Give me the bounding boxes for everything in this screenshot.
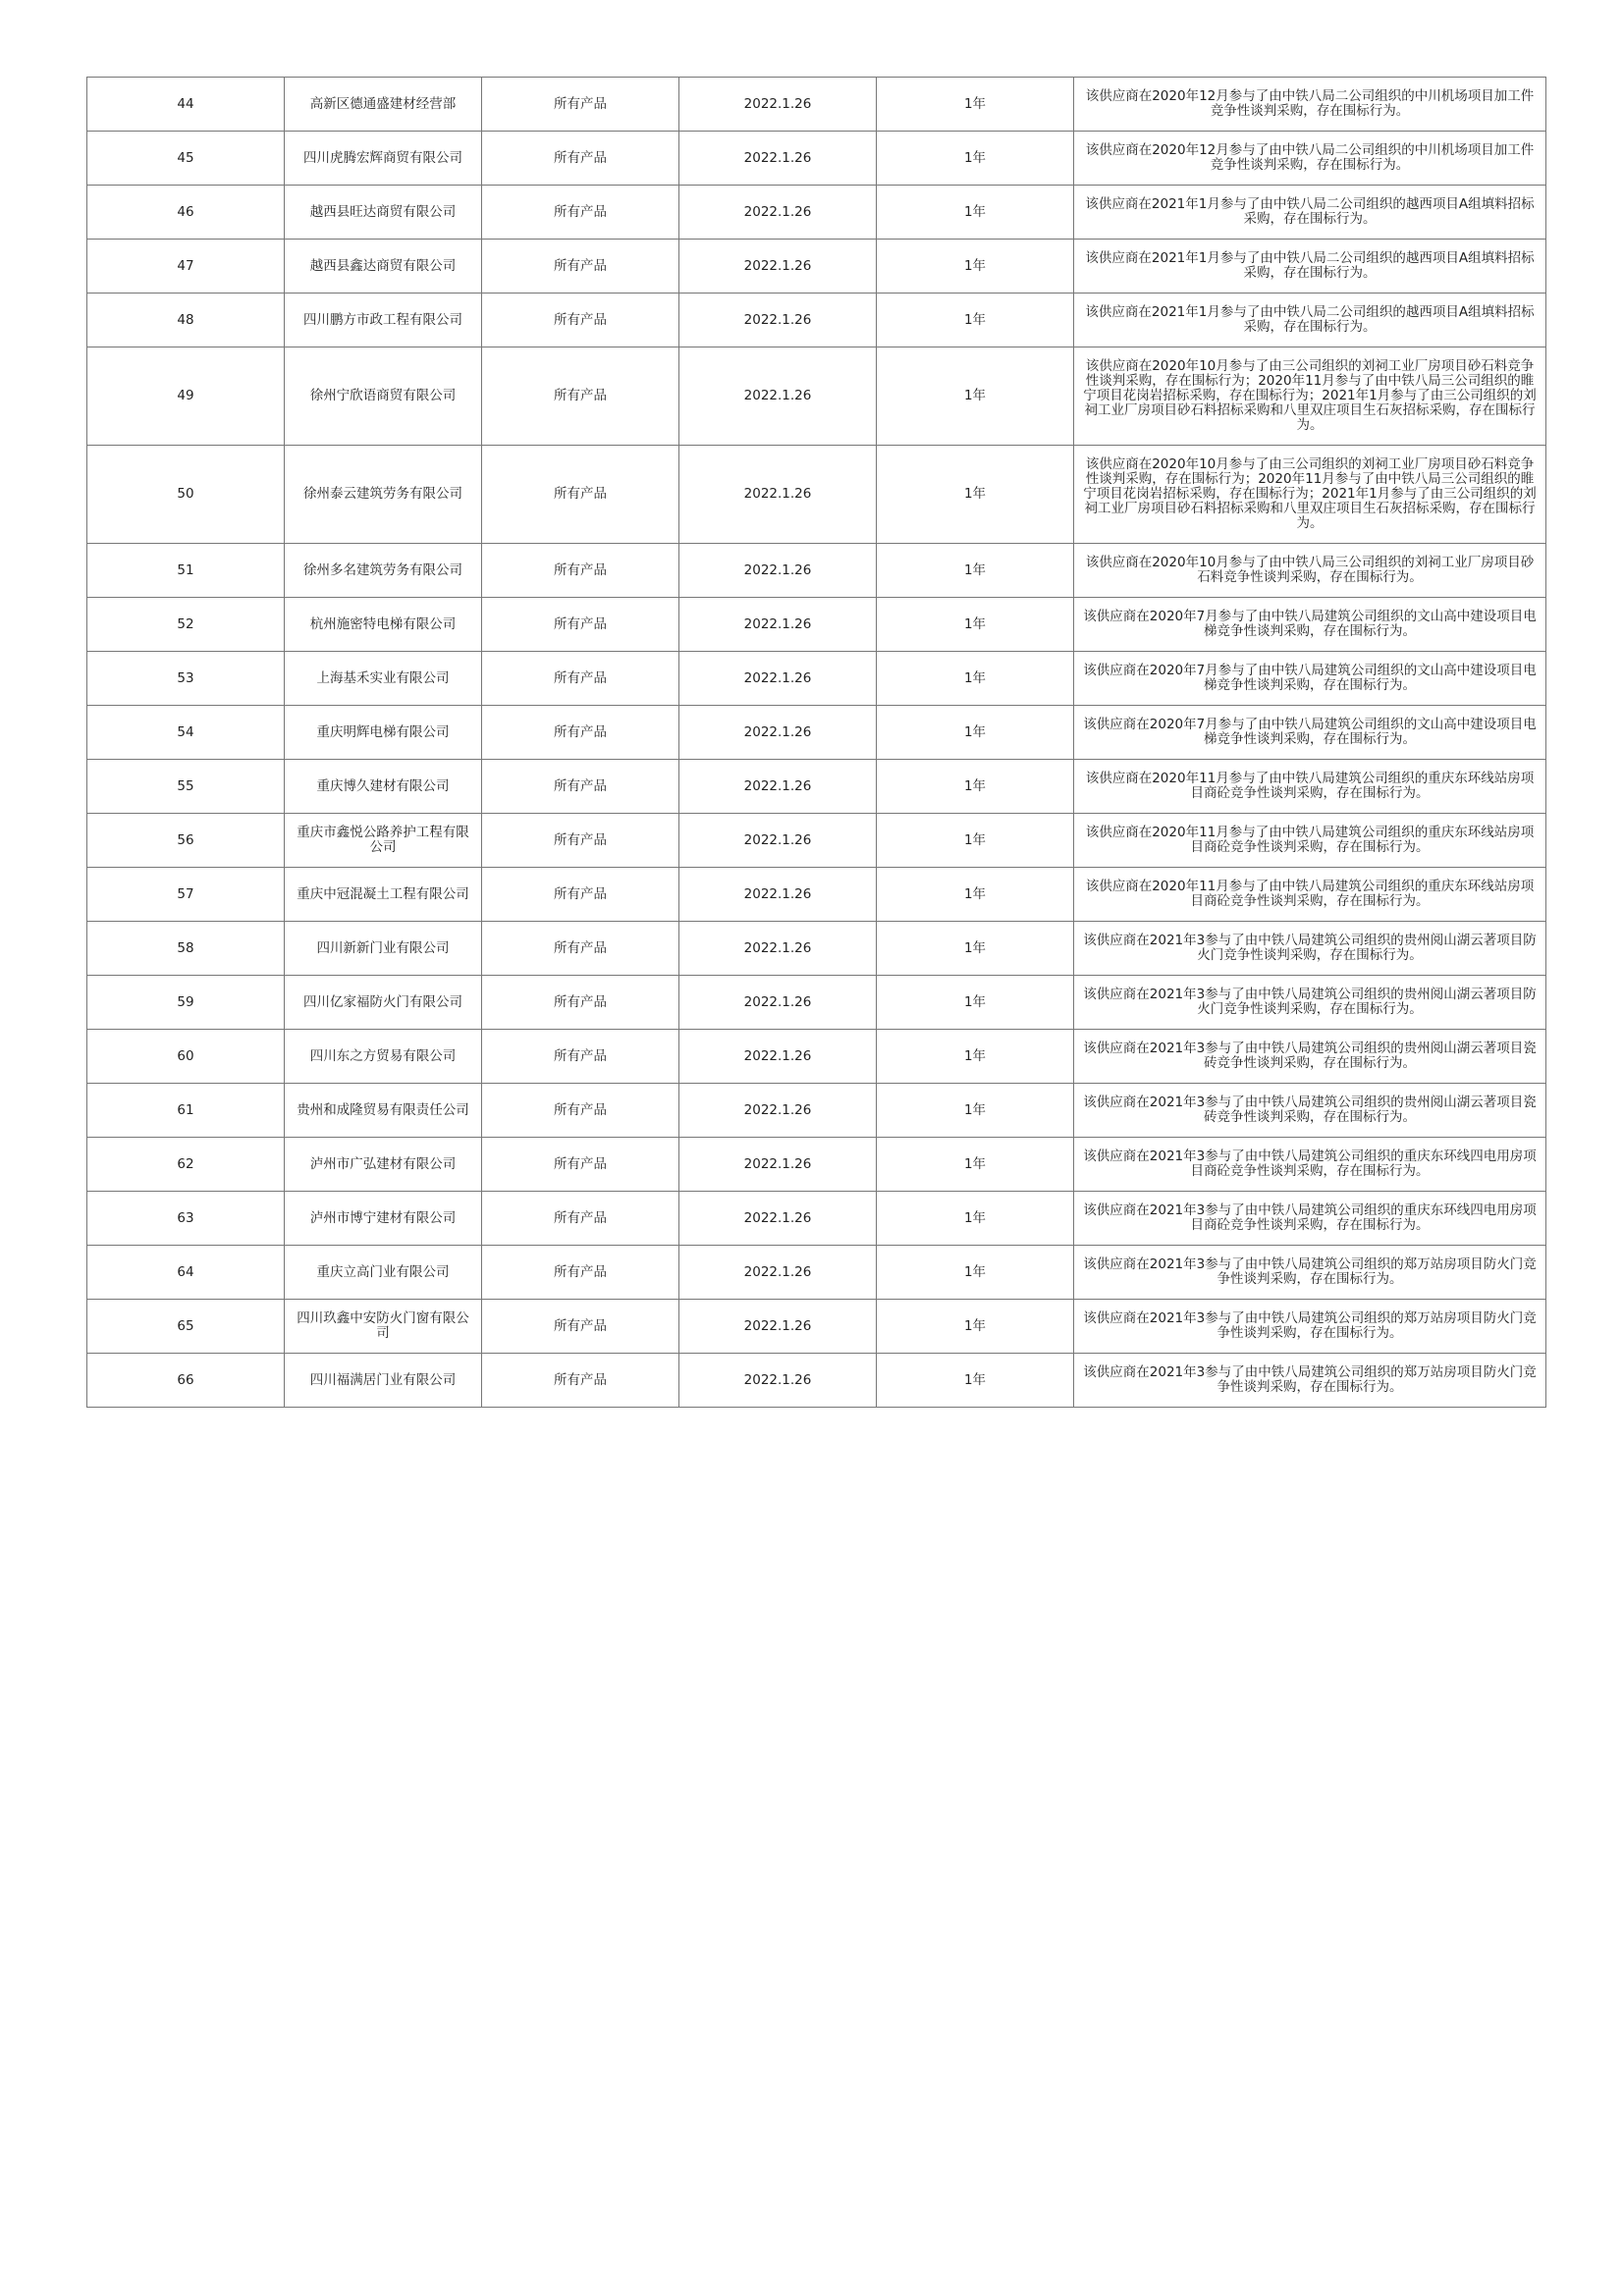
violation-reason: 该供应商在2020年12月参与了由中铁八局二公司组织的中川机场项目加工件竞争性谈判采购，存在围标行为。 (1074, 78, 1546, 132)
supplier-name: 泸州市博宁建材有限公司 (285, 1192, 482, 1246)
table-row (87, 132, 1546, 186)
restriction-period: 1年 (877, 446, 1074, 544)
restricted-scope: 所有产品 (482, 132, 679, 186)
restricted-scope: 所有产品 (482, 1030, 679, 1084)
restriction-period: 1年 (877, 868, 1074, 922)
supplier-name: 徐州多名建筑劳务有限公司 (285, 544, 482, 598)
restricted-scope: 所有产品 (482, 652, 679, 706)
table-row (87, 868, 1546, 922)
restricted-scope: 所有产品 (482, 760, 679, 814)
restriction-period: 1年 (877, 1300, 1074, 1354)
supplier-name: 四川福满居门业有限公司 (285, 1354, 482, 1408)
violation-reason: 该供应商在2020年10月参与了由中铁八局三公司组织的刘祠工业厂房项目砂石料竞争性谈判采购，存在围标行为。 (1074, 544, 1546, 598)
restricted-scope: 所有产品 (482, 1246, 679, 1300)
violation-reason: 该供应商在2021年3参与了由中铁八局建筑公司组织的贵州阅山湖云著项目瓷砖竞争性谈判采购，存在围标行为。 (1074, 1084, 1546, 1138)
restriction-period: 1年 (877, 1192, 1074, 1246)
restricted-scope: 所有产品 (482, 294, 679, 347)
effective-date: 2022.1.26 (679, 347, 877, 446)
supplier-name: 徐州泰云建筑劳务有限公司 (285, 446, 482, 544)
restriction-period: 1年 (877, 78, 1074, 132)
row-number: 63 (87, 1192, 285, 1246)
row-number: 51 (87, 544, 285, 598)
restriction-period: 1年 (877, 976, 1074, 1030)
table-row (87, 706, 1546, 760)
table-row (87, 1246, 1546, 1300)
supplier-name: 四川虎腾宏辉商贸有限公司 (285, 132, 482, 186)
restricted-scope: 所有产品 (482, 868, 679, 922)
table-row (87, 186, 1546, 240)
row-number: 61 (87, 1084, 285, 1138)
violation-reason: 该供应商在2020年12月参与了由中铁八局二公司组织的中川机场项目加工件竞争性谈判采购，存在围标行为。 (1074, 132, 1546, 186)
restricted-scope: 所有产品 (482, 1354, 679, 1408)
supplier-name: 重庆立高门业有限公司 (285, 1246, 482, 1300)
table-row (87, 814, 1546, 868)
table-row (87, 446, 1546, 544)
restriction-period: 1年 (877, 1084, 1074, 1138)
row-number: 48 (87, 294, 285, 347)
violation-reason: 该供应商在2021年3参与了由中铁八局建筑公司组织的贵州阅山湖云著项目防火门竞争性谈判采购，存在围标行为。 (1074, 922, 1546, 976)
restriction-period: 1年 (877, 132, 1074, 186)
row-number: 66 (87, 1354, 285, 1408)
table-row (87, 652, 1546, 706)
restricted-scope: 所有产品 (482, 78, 679, 132)
violation-reason: 该供应商在2020年10月参与了由三公司组织的刘祠工业厂房项目砂石料竞争性谈判采购，存在围标行为；2020年11月参与了由中铁八局三公司组织的睢宁项目花岗岩招标采购，存在围标行为；2021年1月参与了由三公司组织的刘祠工业厂房项目砂石料招标采购和八里双庄项目生石灰招标采购，存在围标行为。 (1074, 446, 1546, 544)
row-number: 47 (87, 240, 285, 294)
violation-reason: 该供应商在2020年10月参与了由三公司组织的刘祠工业厂房项目砂石料竞争性谈判采购，存在围标行为；2020年11月参与了由中铁八局三公司组织的睢宁项目花岗岩招标采购，存在围标行为；2021年1月参与了由三公司组织的刘祠工业厂房项目砂石料招标采购和八里双庄项目生石灰招标采购，存在围标行为。 (1074, 347, 1546, 446)
table-row (87, 1138, 1546, 1192)
effective-date: 2022.1.26 (679, 1030, 877, 1084)
effective-date: 2022.1.26 (679, 78, 877, 132)
row-number: 59 (87, 976, 285, 1030)
table-row (87, 1354, 1546, 1408)
table-body (87, 78, 1546, 1408)
table-row (87, 976, 1546, 1030)
row-number: 49 (87, 347, 285, 446)
supplier-name: 四川新新门业有限公司 (285, 922, 482, 976)
table-row (87, 1192, 1546, 1246)
violation-reason: 该供应商在2020年11月参与了由中铁八局建筑公司组织的重庆东环线站房项目商砼竞争性谈判采购，存在围标行为。 (1074, 760, 1546, 814)
row-number: 56 (87, 814, 285, 868)
violation-reason: 该供应商在2021年1月参与了由中铁八局二公司组织的越西项目A组填料招标采购，存在围标行为。 (1074, 294, 1546, 347)
effective-date: 2022.1.26 (679, 1138, 877, 1192)
violation-reason: 该供应商在2020年11月参与了由中铁八局建筑公司组织的重庆东环线站房项目商砼竞争性谈判采购，存在围标行为。 (1074, 868, 1546, 922)
table-row (87, 544, 1546, 598)
effective-date: 2022.1.26 (679, 1300, 877, 1354)
table-row (87, 598, 1546, 652)
effective-date: 2022.1.26 (679, 1246, 877, 1300)
effective-date: 2022.1.26 (679, 186, 877, 240)
restricted-scope: 所有产品 (482, 814, 679, 868)
restricted-scope: 所有产品 (482, 598, 679, 652)
restricted-scope: 所有产品 (482, 922, 679, 976)
effective-date: 2022.1.26 (679, 446, 877, 544)
table-row (87, 1084, 1546, 1138)
restriction-period: 1年 (877, 544, 1074, 598)
table-row (87, 760, 1546, 814)
supplier-name: 越西县鑫达商贸有限公司 (285, 240, 482, 294)
table-row (87, 294, 1546, 347)
effective-date: 2022.1.26 (679, 760, 877, 814)
restricted-scope: 所有产品 (482, 706, 679, 760)
restricted-scope: 所有产品 (482, 1192, 679, 1246)
restricted-scope: 所有产品 (482, 446, 679, 544)
row-number: 62 (87, 1138, 285, 1192)
supplier-name: 徐州宁欣语商贸有限公司 (285, 347, 482, 446)
row-number: 53 (87, 652, 285, 706)
effective-date: 2022.1.26 (679, 1084, 877, 1138)
table-row (87, 1030, 1546, 1084)
restricted-scope: 所有产品 (482, 186, 679, 240)
effective-date: 2022.1.26 (679, 922, 877, 976)
restriction-period: 1年 (877, 1354, 1074, 1408)
row-number: 50 (87, 446, 285, 544)
restriction-period: 1年 (877, 922, 1074, 976)
row-number: 52 (87, 598, 285, 652)
supplier-blacklist-table (86, 77, 1546, 1408)
violation-reason: 该供应商在2021年3参与了由中铁八局建筑公司组织的贵州阅山湖云著项目瓷砖竞争性谈判采购，存在围标行为。 (1074, 1030, 1546, 1084)
violation-reason: 该供应商在2021年3参与了由中铁八局建筑公司组织的重庆东环线四电用房项目商砼竞争性谈判采购，存在围标行为。 (1074, 1192, 1546, 1246)
table-row (87, 347, 1546, 446)
restriction-period: 1年 (877, 186, 1074, 240)
supplier-name: 四川玖鑫中安防火门窗有限公司 (285, 1300, 482, 1354)
restricted-scope: 所有产品 (482, 1300, 679, 1354)
violation-reason: 该供应商在2020年11月参与了由中铁八局建筑公司组织的重庆东环线站房项目商砼竞争性谈判采购，存在围标行为。 (1074, 814, 1546, 868)
table-row (87, 922, 1546, 976)
restriction-period: 1年 (877, 652, 1074, 706)
effective-date: 2022.1.26 (679, 240, 877, 294)
supplier-name: 重庆中冠混凝土工程有限公司 (285, 868, 482, 922)
violation-reason: 该供应商在2021年1月参与了由中铁八局二公司组织的越西项目A组填料招标采购，存在围标行为。 (1074, 186, 1546, 240)
violation-reason: 该供应商在2020年7月参与了由中铁八局建筑公司组织的文山高中建设项目电梯竞争性谈判采购，存在围标行为。 (1074, 652, 1546, 706)
row-number: 55 (87, 760, 285, 814)
restriction-period: 1年 (877, 294, 1074, 347)
supplier-name: 贵州和成隆贸易有限责任公司 (285, 1084, 482, 1138)
restricted-scope: 所有产品 (482, 1138, 679, 1192)
supplier-name: 四川鹏方市政工程有限公司 (285, 294, 482, 347)
violation-reason: 该供应商在2021年3参与了由中铁八局建筑公司组织的郑万站房项目防火门竞争性谈判采购，存在围标行为。 (1074, 1300, 1546, 1354)
restricted-scope: 所有产品 (482, 1084, 679, 1138)
violation-reason: 该供应商在2021年3参与了由中铁八局建筑公司组织的重庆东环线四电用房项目商砼竞争性谈判采购，存在围标行为。 (1074, 1138, 1546, 1192)
effective-date: 2022.1.26 (679, 652, 877, 706)
effective-date: 2022.1.26 (679, 544, 877, 598)
effective-date: 2022.1.26 (679, 132, 877, 186)
row-number: 46 (87, 186, 285, 240)
row-number: 64 (87, 1246, 285, 1300)
effective-date: 2022.1.26 (679, 868, 877, 922)
restriction-period: 1年 (877, 814, 1074, 868)
table-row (87, 240, 1546, 294)
effective-date: 2022.1.26 (679, 1192, 877, 1246)
row-number: 65 (87, 1300, 285, 1354)
effective-date: 2022.1.26 (679, 294, 877, 347)
violation-reason: 该供应商在2020年7月参与了由中铁八局建筑公司组织的文山高中建设项目电梯竞争性谈判采购，存在围标行为。 (1074, 706, 1546, 760)
supplier-name: 四川东之方贸易有限公司 (285, 1030, 482, 1084)
restricted-scope: 所有产品 (482, 544, 679, 598)
restricted-scope: 所有产品 (482, 976, 679, 1030)
violation-reason: 该供应商在2020年7月参与了由中铁八局建筑公司组织的文山高中建设项目电梯竞争性谈判采购，存在围标行为。 (1074, 598, 1546, 652)
restriction-period: 1年 (877, 1030, 1074, 1084)
table-row (87, 78, 1546, 132)
supplier-name: 越西县旺达商贸有限公司 (285, 186, 482, 240)
effective-date: 2022.1.26 (679, 1354, 877, 1408)
restricted-scope: 所有产品 (482, 347, 679, 446)
supplier-name: 重庆博久建材有限公司 (285, 760, 482, 814)
violation-reason: 该供应商在2021年3参与了由中铁八局建筑公司组织的贵州阅山湖云著项目防火门竞争性谈判采购，存在围标行为。 (1074, 976, 1546, 1030)
violation-reason: 该供应商在2021年3参与了由中铁八局建筑公司组织的郑万站房项目防火门竞争性谈判采购，存在围标行为。 (1074, 1354, 1546, 1408)
row-number: 45 (87, 132, 285, 186)
restriction-period: 1年 (877, 598, 1074, 652)
supplier-name: 泸州市广弘建材有限公司 (285, 1138, 482, 1192)
restriction-period: 1年 (877, 1246, 1074, 1300)
row-number: 54 (87, 706, 285, 760)
effective-date: 2022.1.26 (679, 598, 877, 652)
restriction-period: 1年 (877, 1138, 1074, 1192)
row-number: 57 (87, 868, 285, 922)
restriction-period: 1年 (877, 347, 1074, 446)
restriction-period: 1年 (877, 760, 1074, 814)
row-number: 44 (87, 78, 285, 132)
violation-reason: 该供应商在2021年1月参与了由中铁八局二公司组织的越西项目A组填料招标采购，存在围标行为。 (1074, 240, 1546, 294)
effective-date: 2022.1.26 (679, 706, 877, 760)
row-number: 58 (87, 922, 285, 976)
table-row (87, 1300, 1546, 1354)
violation-reason: 该供应商在2021年3参与了由中铁八局建筑公司组织的郑万站房项目防火门竞争性谈判采购，存在围标行为。 (1074, 1246, 1546, 1300)
restriction-period: 1年 (877, 706, 1074, 760)
row-number: 60 (87, 1030, 285, 1084)
restricted-scope: 所有产品 (482, 240, 679, 294)
supplier-name: 高新区德通盛建材经营部 (285, 78, 482, 132)
supplier-name: 重庆市鑫悦公路养护工程有限公司 (285, 814, 482, 868)
supplier-name: 重庆明辉电梯有限公司 (285, 706, 482, 760)
supplier-name: 杭州施密特电梯有限公司 (285, 598, 482, 652)
supplier-name: 上海基禾实业有限公司 (285, 652, 482, 706)
supplier-name: 四川亿家福防火门有限公司 (285, 976, 482, 1030)
effective-date: 2022.1.26 (679, 814, 877, 868)
effective-date: 2022.1.26 (679, 976, 877, 1030)
restriction-period: 1年 (877, 240, 1074, 294)
